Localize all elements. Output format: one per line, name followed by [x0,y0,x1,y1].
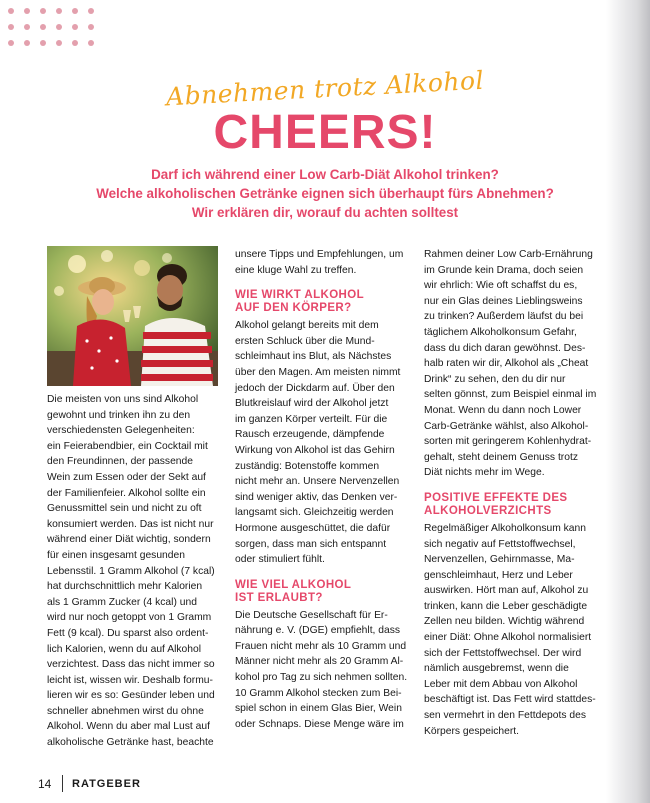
text-line: Fett (9 kcal). Du sparst also ordent- [47,627,209,639]
col3-paragraph-continued [424,247,597,481]
text-column-1 [47,392,223,751]
col2-paragraph-wirkung [235,318,407,568]
text-line: Lebensstil. 1 Gramm Alkohol (7 kcal) [47,565,215,577]
text-line: wird nur noch getoppt von 1 Gramm [47,612,212,624]
text-line: über den Magen. Am meisten nimmt [235,366,401,378]
text-line: IST ERLAUBT? [235,591,323,604]
text-line: kohol pro Tag zu sich nehmen sollten. [235,672,408,684]
decorative-dot [8,8,14,14]
text-line: trinken, kann die Leber geschädigte [424,600,588,612]
text-line: Alkohol gelangt bereits mit dem [235,320,379,332]
lead-text [95,165,555,222]
text-line: unsere Tipps und Empfehlungen, um [235,249,404,260]
text-line: gewohnt und trinken ihn zu den [47,409,191,421]
text-line: sorgen, dass man sich entspannt [235,538,387,550]
text-line: lieren wir es so: Gesünder leben und [47,690,215,702]
kicker: Abnehmen trotz Alkohol [165,65,485,112]
page-number: 14 [38,777,52,791]
text-line: während einer Diät wichtig, sondern [47,534,211,546]
decorative-dot [56,40,62,46]
text-line: gehalt, steht deinem Genuss trotz [424,451,578,463]
text-line: sich der Fettstoffwechsel. Der wird [424,647,582,659]
text-line: Alkohol. Wenn du aber mal Lust auf [47,721,210,733]
text-line: zu trinken? Außerdem läufst du bei [424,311,584,323]
text-line: ein Feierabendbier, ein Cocktail mit [47,440,208,452]
text-line: Regelmäßiger Alkoholkonsum kann [424,522,586,534]
decorative-dot [72,24,78,30]
text-line: sorten mit geringerem Kohlenhydrat- [424,436,592,448]
text-line: Genussmittel sein und nicht zu oft [47,503,202,515]
text-line: halb raten wir dir, Alkohol als „Cheat [424,358,589,370]
text-line: zuständig: Botenstoffe kommen [235,460,380,472]
text-line: Die meisten von uns sind Alkohol [47,394,199,405]
text-line: Diät nichts mehr im Wege. [424,467,545,479]
text-line: Rausch erzeugende, dämpfende [235,429,385,441]
text-line: im Grunde kein Drama, doch seien [424,264,584,276]
text-line: Körpers gespeichert. [424,725,520,737]
text-line: konsumiert werden. Das ist nicht nur [47,518,214,530]
toasting-couple-photo [47,246,218,386]
text-line: Hormone ausgeschüttet, die dafür [235,522,391,534]
heading-positive-effekte [424,492,592,518]
text-line: den Freundinnen, der passende [47,456,193,468]
col2-paragraph-menge [235,608,407,733]
lead-line: Welche alkoholischen Getränke eignen sich überhaupt fürs Abnehmen? [96,186,554,201]
footer-divider [62,775,63,792]
decorative-dot [56,8,62,14]
decorative-dot [88,40,94,46]
page-title: CHEERS! [213,106,437,159]
text-line: Die Deutsche Gesellschaft für Er- [235,609,388,621]
text-line: für einen insgesamt gesunden [47,549,185,561]
text-column-3 [424,247,597,739]
text-line: verzichtest. Dass das nicht immer so [47,659,215,671]
decorative-dot [40,24,46,30]
section-label: RATGEBER [72,778,141,790]
text-line: Wirkung von Alkohol ist das Gehirn [235,444,395,456]
text-line: hat durchschnittlich mehr Kalorien [47,581,203,593]
text-line: lich Kalorien, wenn du auf Alkohol [47,643,201,655]
text-column-2 [235,247,407,732]
text-line: nährung e. V. (DGE) empfiehlt, dass [235,625,401,637]
text-line: sen vermehrt in den Fettdepots des [424,710,586,722]
text-line: der Familienfeier. Alkohol sollte ein [47,487,206,499]
text-line: ersten Schluck über die Mund- [235,335,375,347]
decorative-dot [40,40,46,46]
decorative-dot [40,8,46,14]
decorative-dot [88,24,94,30]
text-line: WIE WIRKT ALKOHOL [235,289,365,302]
text-line: wir ehrlich: Wie oft schaffst du es, [424,280,578,292]
text-line: schleimhaut ins Blut, als Nächstes [235,351,392,363]
text-line: 10 Gramm Alkohol stecken zum Bei- [235,687,402,699]
text-line: täglichem Alkoholkonsum Gefahr, [424,326,577,338]
decorative-dot [56,24,62,30]
text-line: Carb-Getränke wählst, also Alkohol- [424,420,589,432]
text-line: eine kluge Wahl zu treffen. [235,264,357,276]
heading-alkohol-wirkung [235,289,407,315]
text-line: Leber mit dem Abbau von Alkohol [424,678,578,690]
text-line: AUF DEN KÖRPER? [235,302,352,315]
text-line: oder Schnaps. Diese Menge wäre im [235,718,404,730]
text-line: spiel schon in einem Glas Bier, Wein [235,703,402,715]
text-line: langsamt sich. Gleichzeitig werden [235,507,394,519]
col1-paragraph [47,392,223,751]
text-line: Drink“ zu sehen, den du dir nur [424,373,566,385]
col2-intro-paragraph [235,247,407,278]
text-line: auswirken. Hört man auf, Alkohol zu [424,585,589,597]
text-line: genschleimhaut, Herz und Leber [424,569,573,581]
decorative-dot [72,40,78,46]
text-line: dass du dich daran gewöhnst. Des- [424,342,586,354]
decorative-dot [24,8,30,14]
text-line: schneller abnehmen wirst du ohne [47,705,204,717]
text-line: oder stimuliert fühlt. [235,554,325,566]
heading-alkohol-menge [235,579,407,605]
text-line: Nervenzellen, Gehirnmasse, Ma- [424,554,575,566]
text-line: WIE VIEL ALKOHOL [235,578,352,591]
text-line: Männer nicht mehr als 20 Gramm Al- [235,656,404,668]
text-line: Frauen nicht mehr als 10 Gramm und [235,640,407,652]
text-line: Rahmen deiner Low Carb-Ernährung [424,249,593,260]
text-line: leicht ist, wissen wir. Deshalb formu- [47,674,213,686]
lead-line: Wir erklären dir, worauf du achten solltest [191,205,459,220]
decorative-dot [24,24,30,30]
decorative-dot [8,24,14,30]
text-line: einer Diät: Ohne Alkohol normalisiert [424,632,592,644]
text-line: ALKOHOLVERZICHTS [424,504,552,517]
page-footer [0,770,600,800]
text-line: POSITIVE EFFEKTE DES [424,491,568,504]
text-line: als 1 Gramm Zucker (4 kcal) und [47,596,197,608]
decorative-dot [72,8,78,14]
text-line: verschiedensten Gelegenheiten: [47,425,195,437]
text-line: beschäftigt ist. Das Fett wird stattdes- [424,694,596,706]
decorative-dot [24,40,30,46]
text-line: alkoholische Getränke hast, beachte [47,737,214,749]
text-line: nur ein Glas deines Lieblingsweins [424,295,583,307]
text-line: sich negativ auf Fettstoffwechsel, [424,538,576,550]
decorative-dot-grid [8,8,104,56]
text-line: jedoch der Dickdarm auf. Über den [235,382,395,394]
text-line: Zellen neu bilden. Wichtig während [424,616,585,628]
decorative-dot [88,8,94,14]
text-line: nicht mehr an. Unsere Nervenzellen [235,476,400,488]
text-line: Blutkreislauf wird der Alkohol jetzt [235,398,389,410]
lead-line: Darf ich während einer Low Carb-Diät Alkohol trinken? [151,167,499,182]
text-line: nämlich ausgebremst, wenn die [424,663,569,675]
text-line: sind weniger aktiv, das Denken ver- [235,491,398,503]
text-line: Wein zum Essen oder der Sekt auf [47,471,206,483]
decorative-dot [8,40,14,46]
col3-paragraph-effekte [424,521,596,739]
text-line: selten gönnst, zum Beispiel einmal im [424,389,597,401]
text-line: im ganzen Körper verteilt. Für die [235,413,388,425]
text-line: Monat. Wenn du dann noch Lower [424,404,582,416]
